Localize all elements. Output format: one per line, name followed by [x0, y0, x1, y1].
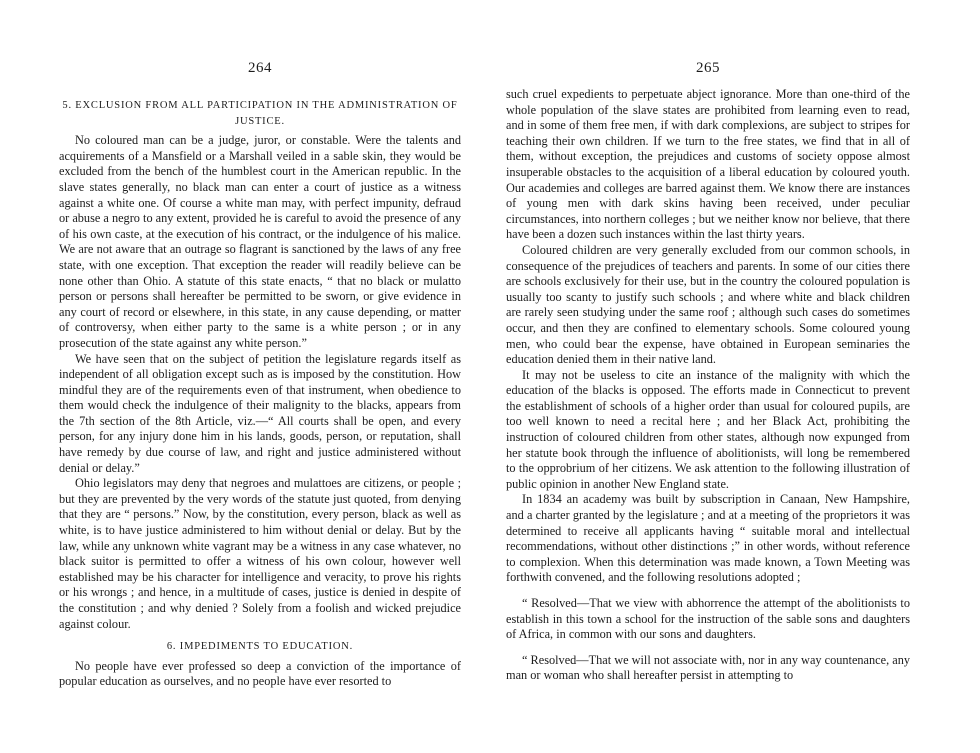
paragraph: In 1834 an academy was built by subscription in Canaan, New Hampshire, and a charter granted by the legislature ; and at a meeting of the proprietors it was determined to receive all applicants having “ suitable moral and intellectual recommendations, without other distinctions ;” in other words, without reference to complexion. When this determination was made known, a Town Meeting was forthwith convened, and the following resolutions adopted ; [506, 492, 910, 585]
page-number-right: 265 [696, 60, 720, 76]
paragraph: We have seen that on the subject of petition the legislature regards itself as independent of all obligation except such as is imposed by the constitution. How mindful they are of the requirements even of that instrument, when obedience to them would check the indulgence of their malignity to the blacks, appears from the 7th section of the 8th Article, viz.—“ All courts shall be open, and every person, for any injury done him in his lands, goods, person, or reputation, shall have remedy by due course of law, and right and justice administered without denial or delay.” [59, 351, 461, 475]
paragraph: Coloured children are very generally excluded from our common schools, in consequence of the prejudices of teachers and parents. In some of our cities there are schools exclusively for their use, but in the country the coloured population is usually too scanty to justify such schools ; and where white and black children are rarely seen studying under the same roof ; although such cases do sometimes occur, and then they are confined to elementary schools. Some coloured young men, who could bear the expense, have obtained in European seminaries the education denied them in their native land. [506, 242, 910, 367]
right-page-text [506, 87, 910, 684]
section-heading-education: 6. IMPEDIMENTS TO EDUCATION. [166, 641, 354, 653]
resolution: “ Resolved—That we will not associate with, nor in any way countenance, any man or woman who shall hereafter persist in attempting to [506, 652, 910, 683]
paragraph: It may not be useless to cite an instance of the malignity with which the education of the blacks is opposed. The efforts made in Connecticut to prevent the establishment of schools of a higher order than usual for coloured pupils, are too well known to need a recital here ; and her Black Act, prohibiting the instruction of coloured children from other states, although now expunged from her statute book through the influence of abolitionists, will long be remembered to the opprobrium of her citizens. We ask attention to the following illustration of public opinion in another New England state. [506, 367, 910, 491]
section-heading-exclusion: 5. EXCLUSION FROM ALL PARTICIPATION IN THE ADMINISTRATION OF JUSTICE. [62, 100, 458, 127]
resolution: “ Resolved—That we view with abhorrence the attempt of the abolitionists to establish in this town a school for the instruction of the sable sons and daughters of Africa, in common with our sons and daughters. [506, 596, 910, 642]
paragraph: No people have ever professed so deep a conviction of the importance of popular education as ourselves, and no people have ever resorted to [59, 658, 461, 689]
paragraph: Ohio legislators may deny that negroes and mulattoes are citizens, or people ; but they are prevented by the very words of the statute just quoted, from denying that they are “ persons.” Now, by the constitution, every person, black as well as white, is to have justice administered to him without denial or delay. But by the law, while any unknown white vagrant may be a witness in any case whatever, no black suitor is permitted to offer a witness of his own colour, however well established may be his character for intelligence and veracity, to prove his rights or his wrongs ; and hence, in a multitude of cases, justice is denied in despite of the constitution ; and why denied ? Solely from a foolish and wicked prejudice against colour. [59, 476, 461, 631]
left-page-text [59, 97, 461, 690]
page-number-left: 264 [248, 60, 272, 76]
paragraph: such cruel expedients to perpetuate abject ignorance. More than one-third of the whole population of the slave states are prohibited from learning even to read, and in some of them free men, if with dark complexions, are subject to stripes for teaching their own children. If we turn to the free states, we find that in all of them, without exception, the prejudices and customs of society oppose almost insuperable obstacles to the acquisition of a liberal education by coloured youth. Our academies and colleges are barred against them. We know there are instances of young men with dark skins having been received, under peculiar circumstances, into northern colleges ; but we neither know nor believe, that there have been a dozen such instances within the last thirty years. [506, 87, 910, 242]
paragraph: No coloured man can be a judge, juror, or constable. Were the talents and acquirements of a Mansfield or a Marshall veiled in a sable skin, they would be excluded from the bench of the humblest court in the American republic. In the slave states generally, no black man can enter a court of justice as a witness against a white one. Of course a white man may, with perfect impunity, defraud or abuse a negro to any extent, provided he is careful to avoid the presence of any of his own caste, at the execution of his contract, or the indulgence of his malice. We are not aware that an outrage so flagrant is sanctioned by the laws of any free state, with one exception. That exception the reader will readily believe can be none other than Ohio. A statute of this state enacts, “ that no black or mulatto person or persons shall hereafter be permitted to be sworn, or give evidence in any court of record or elsewhere, in this state, in any cause depending, or matter of controversy, when either party to the same is a white person ; or in any prosecution of the state against any white person.” [59, 133, 461, 350]
